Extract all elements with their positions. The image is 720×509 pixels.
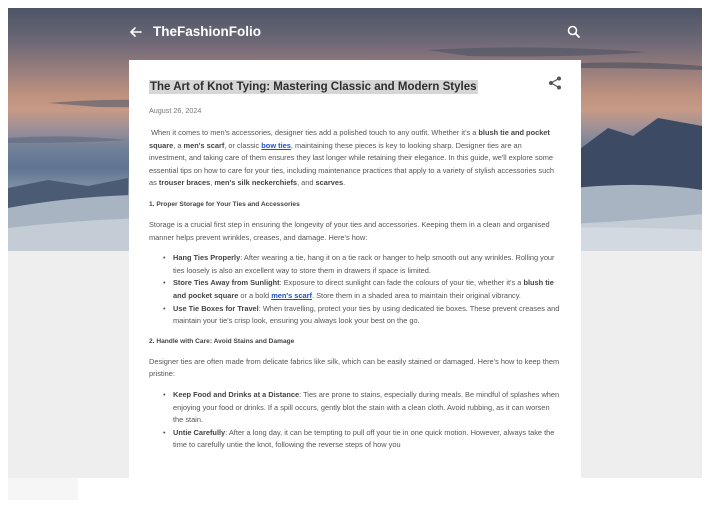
blog-header: [8, 8, 702, 56]
list-item: • Keep Food and Drinks at a Distance: Ties are prone to stains, especially during meals. Be mindful of splashes when enjoying your food or drinks. If a spill occurs, gently blot the stain with a clean cloth. Avoid rubbing, as it can worsen the stain.: [173, 389, 561, 427]
intro-paragraph: When it comes to men's accessories, designer ties add a polished touch to any outfit. Whether it's a blush tie and pocket square, a men's scarf, or classic bow ties, maintaining these pieces is key to looking sharp. Designer ties are an investment, and taking care of them ensures they last longer while retaining their elegance. In this guide, we'll explore some essential tips on how to care for your ties, including maintenance practices that apply to a variety of stylish accessories such as trouser braces, men's silk neckerchiefs, and scarves.: [149, 128, 555, 188]
post-body: [149, 127, 561, 452]
list-item: • Hang Ties Properly: After wearing a tie, hang it on a tie rack or hanger to help smooth out any wrinkles. Rolling your ties loosely is also an excellent way to store them in drawers if space is limited.: [173, 252, 561, 277]
list-item: • Untie Carefully: After a long day, it can be tempting to pull off your tie in one quick motion. However, always take the time to carefully untie the knot, following the reverse steps of how you: [173, 427, 561, 452]
page-bottom-shadow: [8, 478, 78, 500]
storage-tips-list: [173, 252, 561, 328]
post-title: The Art of Knot Tying: Mastering Classic and Modern Styles: [150, 81, 477, 93]
browser-viewport: [8, 8, 702, 478]
section-heading-care: 2. Handle with Care: Avoid Stains and Damage: [149, 337, 295, 345]
section-heading-storage: 1. Proper Storage for Your Ties and Accessories: [149, 200, 300, 208]
care-tips-list: [173, 389, 561, 452]
page-bottom-strip: [0, 478, 720, 509]
mens-scarf-link[interactable]: men's scarf: [271, 290, 312, 300]
list-item: • Store Ties Away from Sunlight: Exposure to direct sunlight can fade the colours of your tie, whether it's a blush tie and pocket square or a bold men's scarf. Store them in a shaded area to maintain their original vibrancy.: [173, 277, 561, 302]
post-date: August 26, 2024: [149, 106, 202, 115]
search-icon[interactable]: [565, 23, 583, 41]
section-paragraph: Storage is a crucial first step in ensuring the longevity of your ties and accessories. Keeping them in a clean and organised manner helps prevent wrinkles, creases, and damage. Here's how:: [149, 219, 550, 242]
bow-ties-link[interactable]: bow ties: [261, 140, 291, 150]
section-paragraph: Designer ties are often made from delicate fabrics like silk, which can be easily stained or damaged. Here's how to keep them pristine:: [149, 356, 560, 379]
share-icon[interactable]: [547, 75, 563, 91]
blog-title[interactable]: TheFashionFolio: [153, 24, 261, 39]
list-item: • Use Tie Boxes for Travel: When travelling, protect your ties by using dedicated tie boxes. These prevent creases and maintain your tie's crisp look, ensuring you always look your best on the go.: [173, 303, 561, 328]
post-card: [129, 60, 581, 478]
arrow-left-icon[interactable]: [126, 22, 146, 42]
